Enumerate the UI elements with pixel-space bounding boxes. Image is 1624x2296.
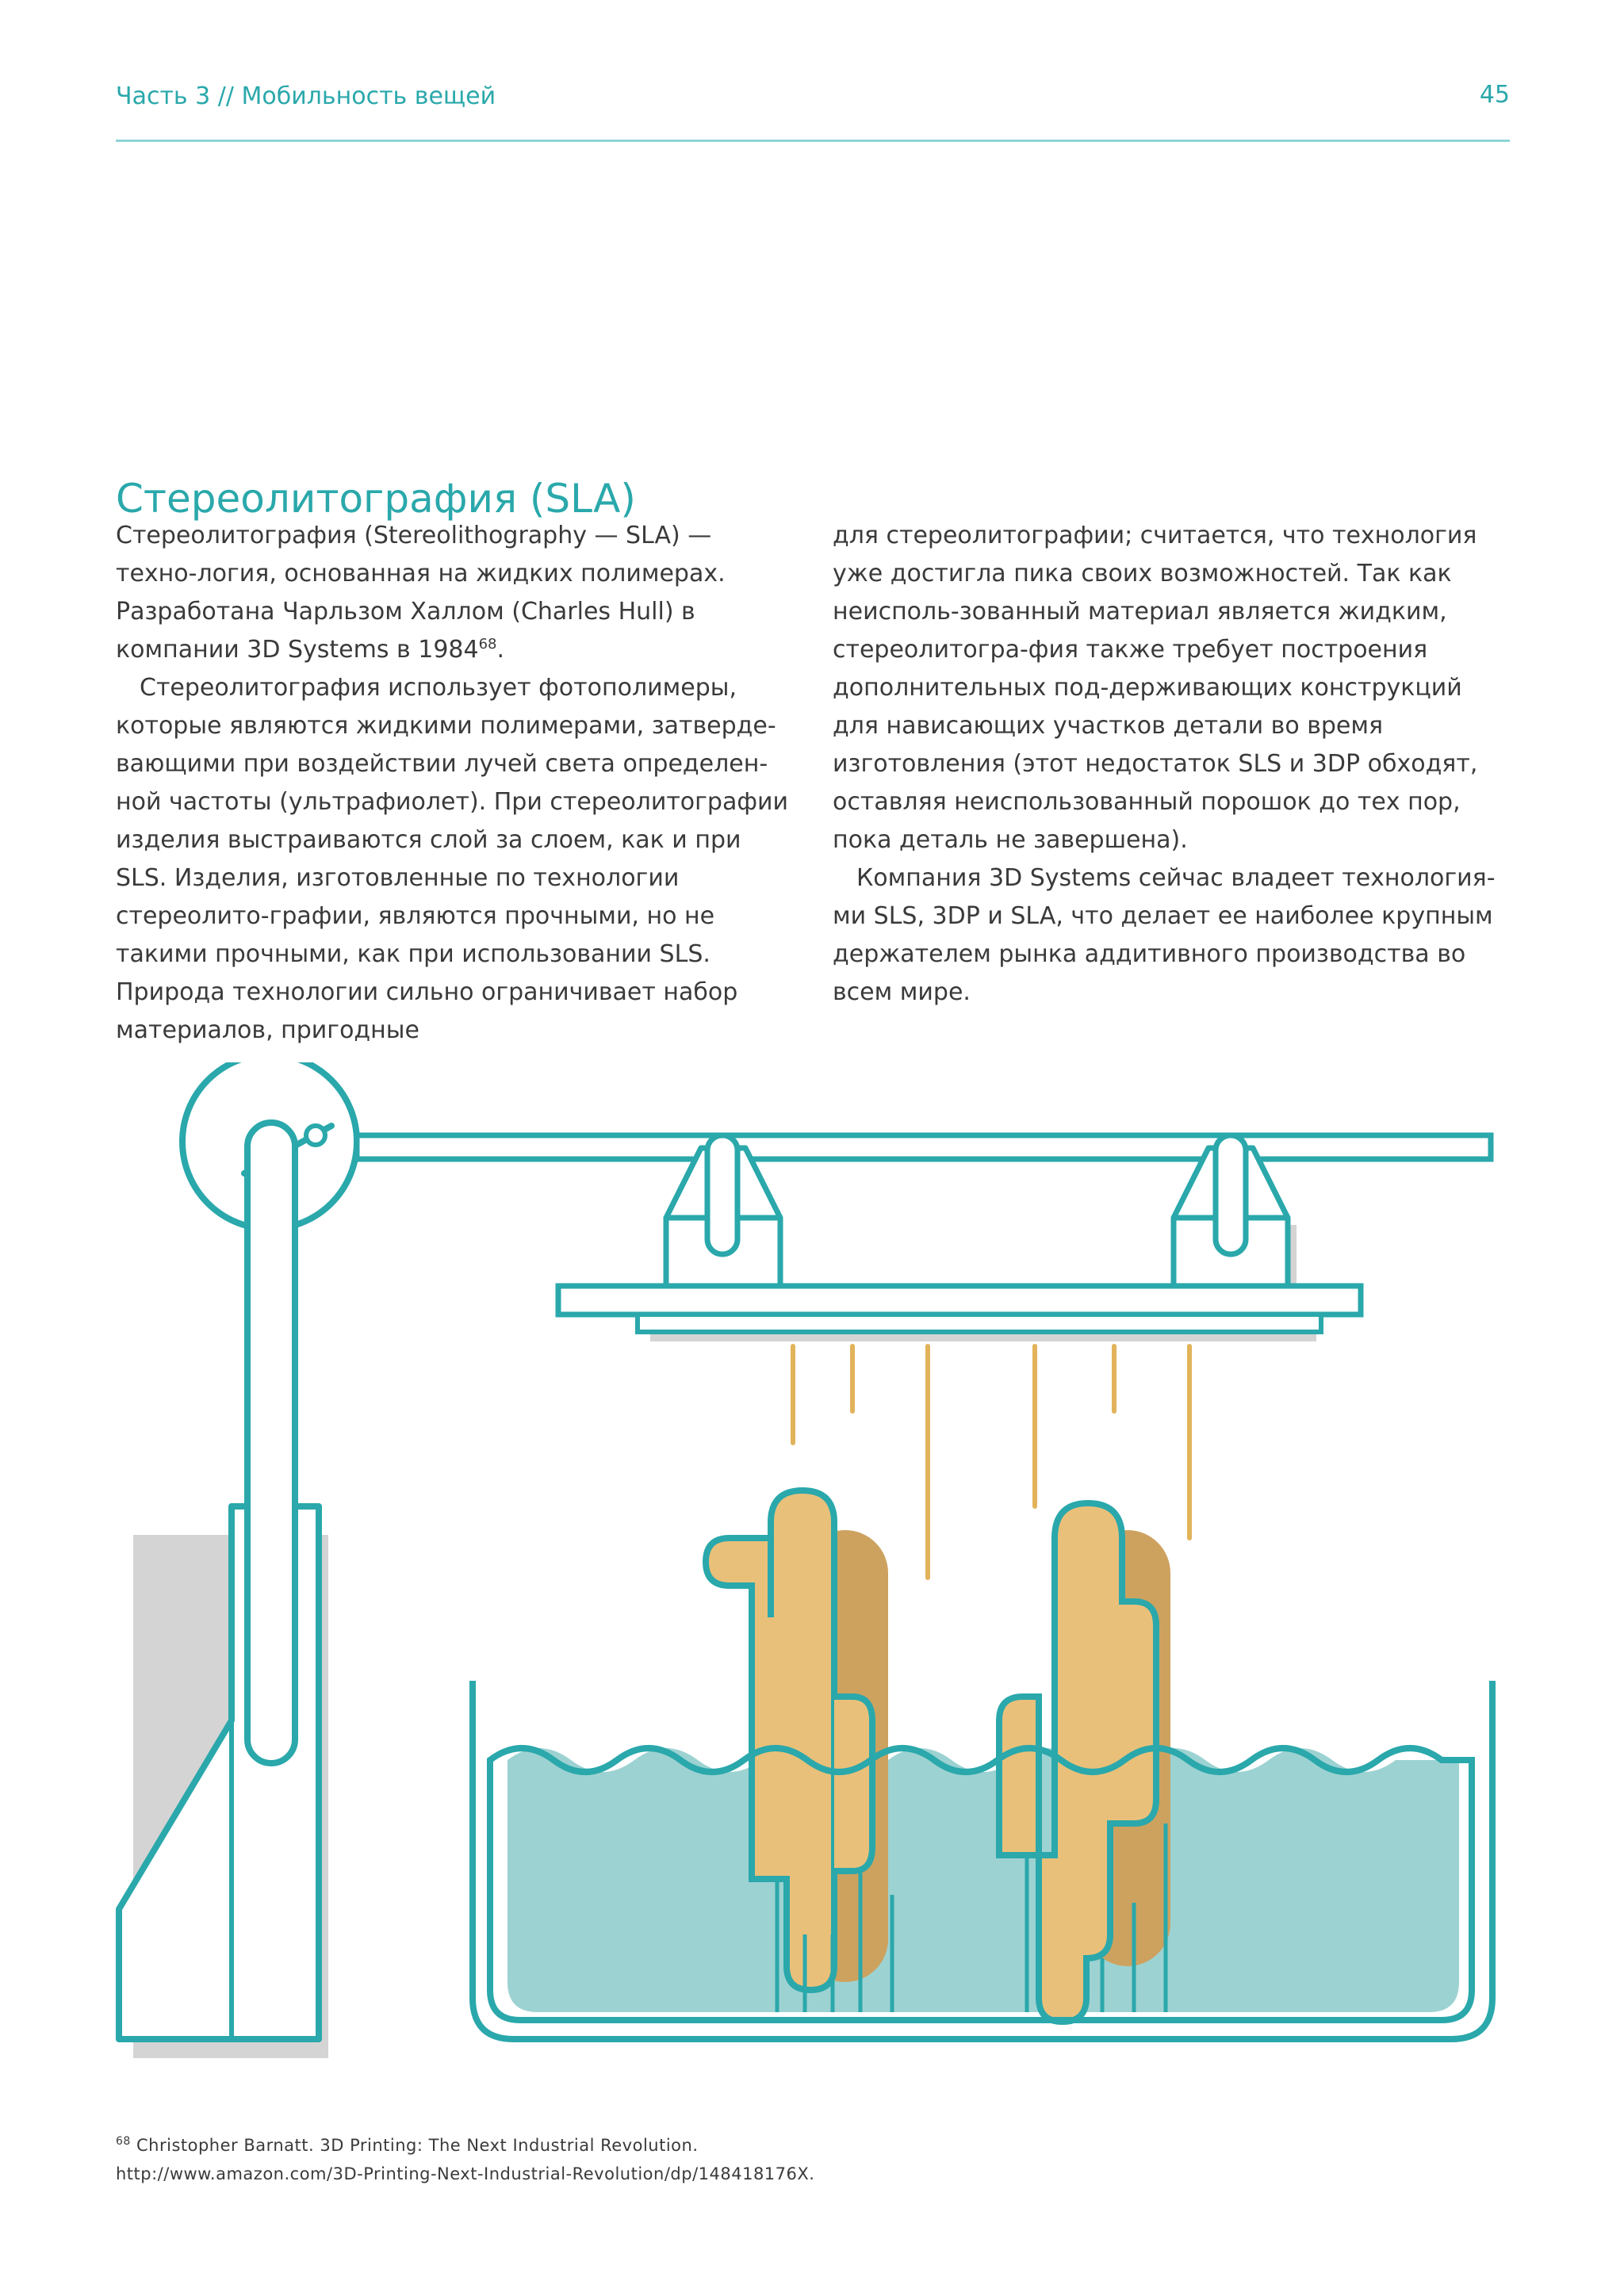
right-paragraph-2: Компания 3D Systems сейчас владеет технология-ми SLS, 3DP и SLA, что делает ее наиболее крупным держателем рынка аддитивного производства во всем мире. xyxy=(833,864,1496,1006)
resin-liquid xyxy=(508,1748,1459,2012)
pulley-hub xyxy=(306,1126,325,1145)
section-title: Часть 3 // Мобильность вещей xyxy=(116,82,496,110)
page-header xyxy=(116,76,1510,142)
left-paragraph-1-end: . xyxy=(496,636,505,664)
left-paragraph-1-text: Стереолитография (Stereolithography — SLA) — техно-логия, основанная на жидких полимерах. Разработана Чарльзом Халлом (Charles Hull) в компании 3D Systems в 1984 xyxy=(116,522,726,664)
footnote-link[interactable]: http://www.amazon.com/3D-Printing-Next-Industrial-Revolution/dp/148418176X. xyxy=(116,2164,815,2183)
page-number: 45 xyxy=(1479,81,1510,109)
right-column xyxy=(833,517,1513,1012)
top-beam xyxy=(357,1135,1491,1159)
article-title: Стереолитография (SLA) xyxy=(116,475,636,522)
right-paragraph-1: для стереолитографии; считается, что технология уже достигла пика своих возможностей. Так как неисполь-зованный материал является жидким, стереолитогра-фия также требует построения дополнительных под-держивающих конструкций для нависающих участков детали во время изготовления (этот недостаток SLS и 3DP обходят, оставляя неиспользованный порошок до тех пор, пока деталь не завершена). xyxy=(833,522,1478,854)
left-column xyxy=(116,517,796,1050)
left-paragraph-1 xyxy=(116,517,796,669)
left-paragraph-2: Стереолитография использует фотополимеры, которые являются жидкими полимерами, затверде-вающими при воздействии лучей света определен-ной частоты (ультрафиолет). При стереолитографии изделия выстраиваются слой за слоем, как и при SLS. Изделия, изготовленные по технологии стереолито-графии, являются прочными, но не такими прочными, как при использовании SLS. Природа технологии сильно ограничивает набор материалов, пригодные xyxy=(116,674,788,1044)
footnote xyxy=(116,2131,814,2188)
footnote-ref[interactable]: 68 xyxy=(478,636,497,652)
build-plate xyxy=(638,1314,1321,1332)
footnote-citation: Christopher Barnatt. 3D Printing: The Next Industrial Revolution. xyxy=(130,2136,699,2155)
build-platform xyxy=(558,1286,1361,1314)
footnote-number: 68 xyxy=(116,2135,131,2148)
sla-printer-illustration xyxy=(111,1062,1522,2077)
footnote-line-1 xyxy=(116,2131,814,2160)
vertical-arm xyxy=(247,1123,295,1763)
